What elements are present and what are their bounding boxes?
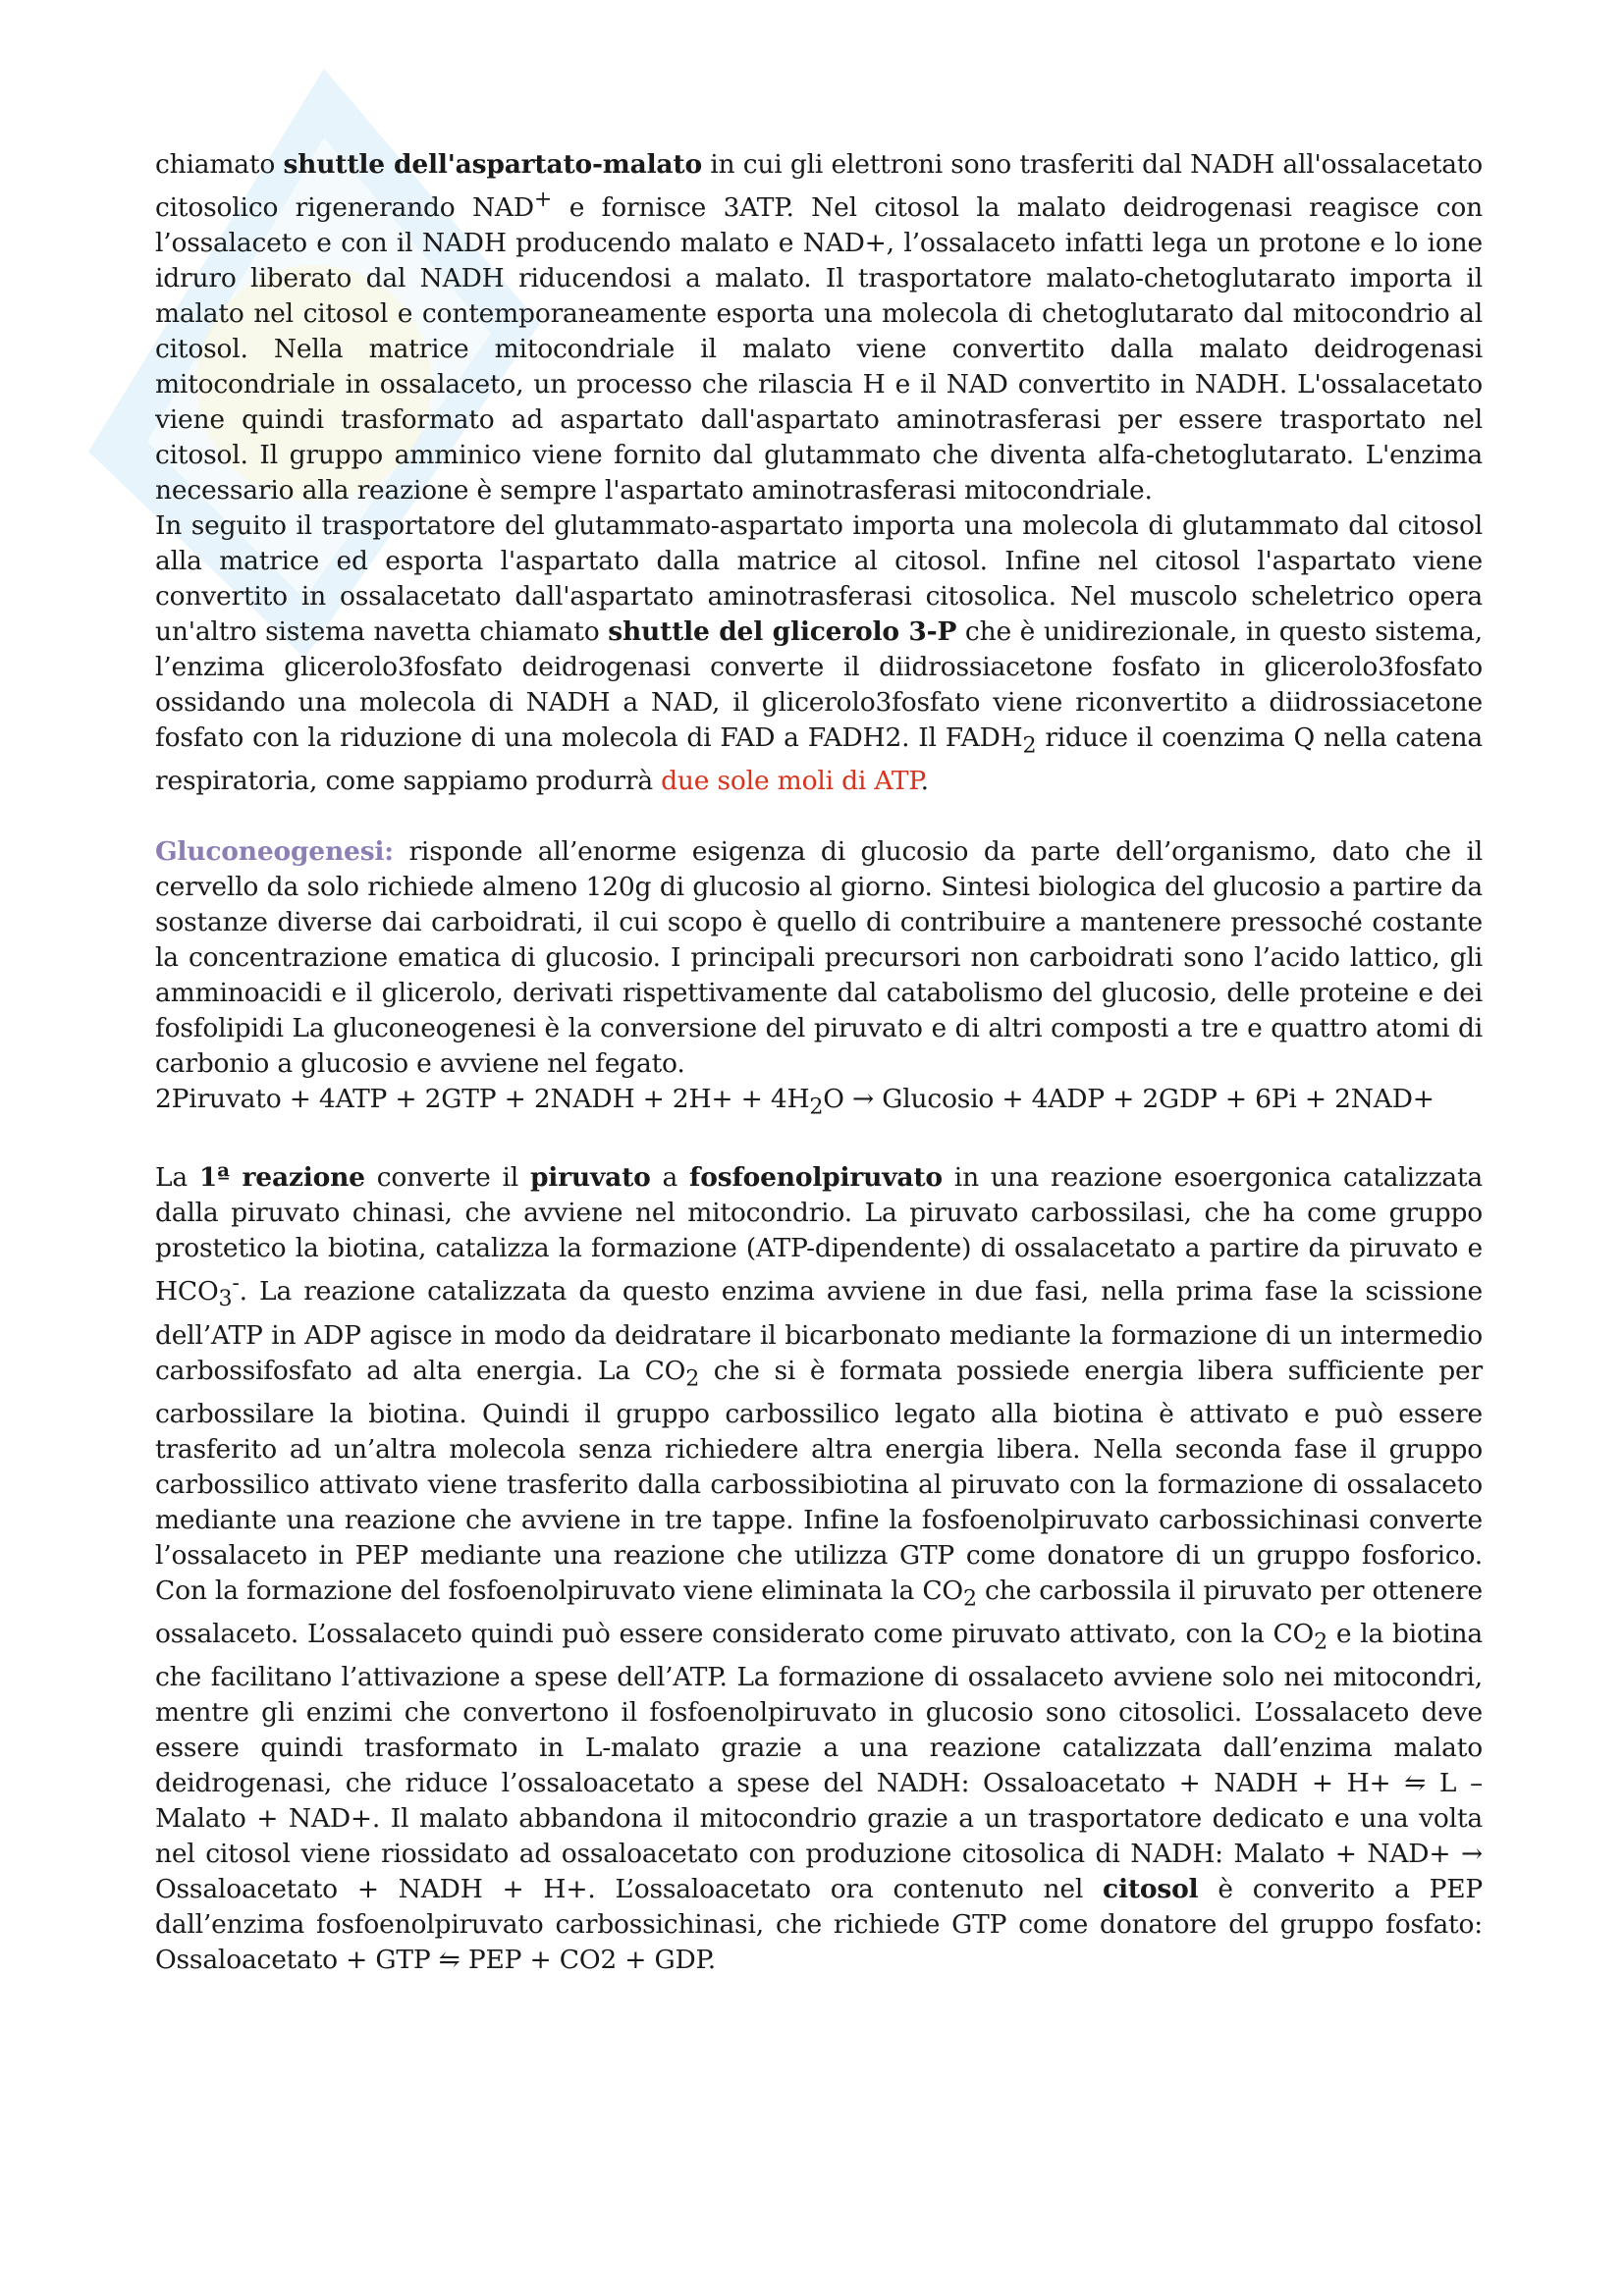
paragraph-gluconeogenesi: Gluconeogenesi: risponde all’enorme esigenza di glucosio da parte dell’organismo, dato che il cervello da solo richiede almeno 120g di glucosio al giorno. Sintesi biologica del glucosio a partire da sostanze diverse dai carboidrati, il cui scopo è quello di contribuire a mantenere pressoché costante la concentrazione ematica di glucosio. I principali precursori non carboidrati sono l’acido lattico, gli amminoacidi e il glicerolo, derivati rispettivamente dal catabolismo del glucosio, delle proteine e dei fosfolipidi La gluconeogenesi è la conversione del piruvato e di altri composti a tre e quattro atomi di carbonio a glucosio e avviene nel fegato. — [155, 836, 1483, 1080]
bold-term: citosol — [1103, 1874, 1199, 1905]
bold-term: fosfoenolpiruvato — [689, 1162, 943, 1194]
document-page — [155, 147, 1483, 1978]
paragraph-shuttle-glicerolo: In seguito il trasportatore del glutammato-aspartato importa una molecola di glutammato dal citosol alla matrice ed esporta l'aspartato dalla matrice al citosol. Infine nel citosol l'aspartato viene convertito in ossalacetato dall'aspartato aminotrasferasi citosolica. Nel muscolo scheletrico opera un'altro sistema navetta chiamato shuttle del glicerolo 3-P che è unidirezionale, in questo sistema, l’enzima glicerolo3fosfato deidrogenasi converte il diidrossiacetone fosfato in glicerolo3fosfato ossidando una molecola di NADH a NAD, il glicerolo3fosfato viene riconvertito a diidrossiacetone fosfato con la riduzione di una molecola di FAD a FADH2. Il $FADH_2$ riduce il coenzima Q nella catena respiratoria, come sappiamo produrrà due sole moli di ATP. — [155, 509, 1483, 797]
section-heading: Gluconeogenesi: — [155, 836, 394, 868]
bold-term: piruvato — [529, 1162, 651, 1194]
bold-term: shuttle dell'aspartato-malato — [283, 149, 702, 180]
bold-term: shuttle del glicerolo 3-P — [608, 615, 957, 647]
bold-term: 1ª reazione — [198, 1162, 365, 1194]
equation-gluconeogenesi: 2Piruvato + 4ATP + 2GTP + 2NADH + $2H+ + 4H_2O$ → Glucosio + 4ADP + 2GDP + 6Pi + 2NAD+ — [155, 1084, 1435, 1120]
highlighted-text: due sole moli di ATP — [661, 766, 921, 797]
paragraph-prima-reazione: La 1ª reazione converte il piruvato a fosfoenolpiruvato in una reazione esoergonica catalizzata dalla piruvato chinasi, che avviene nel mitocondrio. La piruvato carbossilasi, che ha come gruppo prostetico la biotina, catalizza la formazione (ATP-dipendente) di ossalacetato a partire da piruvato e $HCO_3^-$. La reazione catalizzata da questo enzima avviene in due fasi, nella prima fase la scissione dell’ATP in ADP agisce in modo da deidratare il bicarbonato mediante la formazione di un intermedio carbossifosfato ad alta energia. La $CO_2$ che si è formata possiede energia libera sufficiente per carbossilare la biotina. Quindi il gruppo carbossilico legato alla biotina è attivato e può essere trasferito ad un’altra molecola senza richiedere altra energia libera. Nella seconda fase il gruppo carbossilico attivato viene trasferito dalla carbossibiotina al piruvato con la formazione di ossalaceto mediante una reazione che avviene in tre tappe. Infine la fosfoenolpiruvato carbossichinasi converte l’ossalaceto in PEP mediante una reazione che utilizza GTP come donatore di un gruppo fosforico. Con la formazione del fosfoenolpiruvato viene eliminata la $CO_2$ che carbossila il piruvato per ottenere ossalaceto. L’ossalaceto quindi può essere considerato come piruvato attivato, con la $CO_2$ e la biotina che facilitano l’attivazione a spese dell’ATP. La formazione di ossalaceto avviene solo nei mitocondri, mentre gli enzimi che convertono il fosfoenolpiruvato in glucosio sono citosolici. L’ossalaceto deve essere quindi trasformato in L-malato grazie a una reazione catalizzata dall’enzima malato deidrogenasi, che riduce l’ossaloacetato a spese del NADH: Ossaloacetato + NADH + H+ ⇋ L – Malato + NAD+. Il malato abbandona il mitocondrio grazie a un trasportatore dedicato e una volta nel citosol viene riossidato ad ossaloacetato con produzione citosolica di NADH: Malato + NAD+ → Ossaloacetato + NADH + H+. L’ossaloacetato ora contenuto nel citosol è converito a PEP dall’enzima fosfoenolpiruvato carbossichinasi, che richiede GTP come donatore del gruppo fosfato: Ossaloacetato + GTP ⇋ PEP + CO2 + GDP. — [155, 1162, 1484, 1976]
paragraph-shuttle-aspartato-malato: chiamato shuttle dell'aspartato-malato in cui gli elettroni sono trasferiti dal NADH all'ossalacetato citosolico rigenerando NAD+ e fornisce 3ATP. Nel citosol la malato deidrogenasi reagisce con l’ossalaceto e con il NADH producendo malato e NAD+, l’ossalaceto infatti lega un protone e lo ione idruro liberato dal NADH riducendosi a malato. Il trasportatore malato-chetoglutarato importa il malato nel citosol e contemporaneamente esporta una molecola di chetoglutarato dal mitocondrio al citosol. Nella matrice mitocondriale il malato viene convertito dalla malato deidrogenasi mitocondriale in ossalaceto, un processo che rilascia H e il NAD convertito in NADH. L'ossalacetato viene quindi trasformato ad aspartato dall'aspartato aminotrasferasi per essere trasportato nel citosol. Il gruppo amminico viene fornito dal glutammato che diventa alfa-chetoglutarato. L'enzima necessario alla reazione è sempre l'aspartato aminotrasferasi mitocondriale. — [155, 149, 1483, 506]
